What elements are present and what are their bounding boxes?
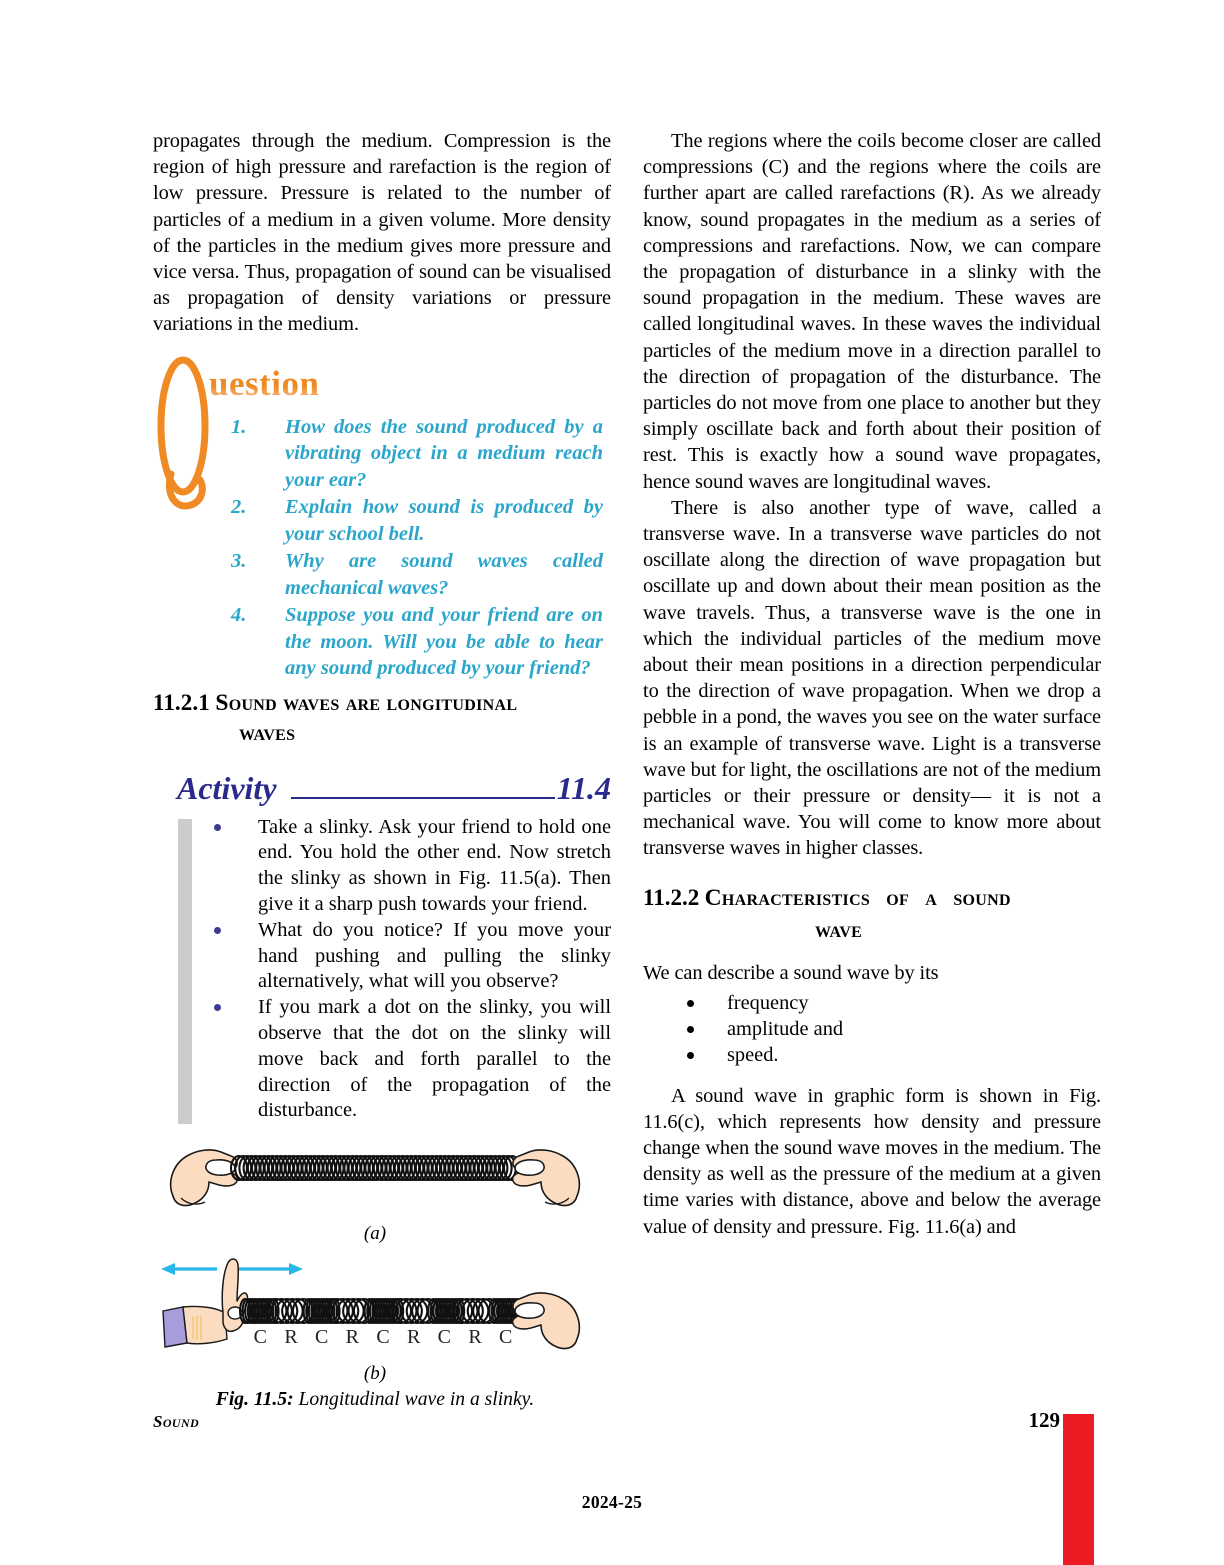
bullet-icon (214, 1004, 221, 1011)
list-item (687, 1016, 1101, 1042)
footer-year: 2024-25 (581, 1492, 643, 1512)
question-number: 4. (231, 604, 247, 627)
decorative-q-letter (155, 356, 217, 512)
slinky-coil-uniform (231, 1156, 520, 1180)
question-number: 2. (231, 496, 247, 519)
question-item (231, 414, 603, 494)
activity-label: Activity (177, 769, 277, 806)
question-item (231, 602, 603, 682)
bullet-icon (214, 927, 221, 934)
question-box (153, 362, 611, 682)
activity-item-text: Take a slinky. Ask your friend to hold one end. You hold the other end. Now stretch the slinky as shown in Fig. 11.5(a). Then give it a sharp push towards your friend. (258, 815, 611, 916)
question-text: Why are sound waves called mechanical waves? (285, 550, 603, 599)
figure-caption-text: Longitudinal wave in a slinky. (298, 1389, 535, 1411)
lead-in-text: We can describe a sound wave by its (643, 961, 939, 984)
activity-heading (153, 770, 611, 807)
bullet-icon (214, 824, 221, 831)
cr-label: R (468, 1326, 482, 1349)
section-title-line1: Characteristics of a sound (704, 884, 1011, 911)
section-title-line2: wave (815, 916, 863, 943)
activity-item (214, 815, 611, 918)
right-column (643, 128, 1101, 1240)
paragraph-propagates: propagates through the medium. Compression is the region of high pressure and rarefaction is the region of low pressure. Pressure is related to the number of particles of a medium in a given volume. More density of the particles in the medium gives more pressure and vice versa. Thus, propagation of sound can be visualised as propagation of density variations or pressure variations in the medium. (153, 130, 611, 336)
question-text: Suppose you and your friend are on the moon. Will you be able to hear any sound produced by your friend? (285, 604, 603, 680)
figure-11-5 (153, 1138, 597, 1411)
question-text: Explain how sound is produced by your school bell. (285, 496, 603, 545)
bullet-icon (687, 1000, 694, 1007)
activity-side-bar (178, 819, 192, 1125)
activity-item-text: If you mark a dot on the slinky, you will observe that the dot on the slinky will move back and forth parallel to the direction of the propagation of the disturbance. (258, 996, 611, 1122)
activity-body (153, 815, 611, 1125)
figure-panel-b-label: (b) (363, 1363, 387, 1385)
question-heading-text: uestion (209, 363, 320, 403)
section-title-line1: Sound waves are longitudinal (215, 689, 518, 716)
activity-item (214, 918, 611, 995)
figure-caption (153, 1389, 597, 1411)
question-list (231, 414, 603, 683)
activity-item-text: What do you notice? If you move your hand pushing and pulling the slinky alternatively, what will you observe? (258, 918, 611, 993)
page-number: 129 (1028, 1408, 1060, 1432)
section-number: 11.2.2 (643, 884, 700, 910)
cr-label: C (499, 1326, 513, 1349)
sound-wave-property-list (643, 990, 1101, 1069)
cr-label: R (345, 1326, 359, 1349)
cr-label: C (437, 1326, 451, 1349)
list-item (687, 990, 1101, 1016)
bullet-icon (687, 1026, 694, 1033)
figure-panel-a-label: (a) (363, 1223, 387, 1245)
slinky-coil-compressed (240, 1299, 525, 1323)
section-number: 11.2.1 (153, 689, 210, 715)
question-text: How does the sound produced by a vibrating object in a medium reach your ear? (285, 415, 603, 491)
paragraph-transverse: There is also another type of wave, called a transverse wave. In a transverse wave particles do not oscillate along the direction of wave propagation but oscillate up and down about their mean position as the wave travels. Thus, a transverse wave is the one in which the individual particles of the medium move about their mean positions in a direction perpendicular to the direction of wave propagation. When we drop a pebble in a pond, the waves you see on the water surface is an example of transverse wave. Light is a transverse wave but for light, the oscillations are not of the medium particles or their pressure or density— it is not a mechanical wave. You will come to know more about transverse waves in higher classes. (643, 496, 1101, 860)
list-item (687, 1042, 1101, 1068)
figure-panel-a (153, 1138, 597, 1216)
cr-label: C (376, 1326, 390, 1349)
list-item-label: amplitude and (727, 1018, 844, 1041)
footer-chapter-label: Sound (153, 1412, 200, 1431)
cr-label: C (315, 1326, 329, 1349)
right-hand-icon (513, 1150, 580, 1206)
right-hand-icon (513, 1293, 580, 1349)
list-item-label: speed. (727, 1044, 779, 1067)
question-number: 1. (231, 415, 247, 438)
figure-panel-b (153, 1251, 597, 1356)
left-column (153, 128, 611, 1411)
activity-number: 11.4 (556, 769, 611, 806)
question-item (231, 548, 603, 601)
list-item-label: frequency (727, 991, 809, 1014)
paragraph-regions: The regions where the coils become closer are called compressions (C) and the regions where the coils are further apart are called rarefactions (R). As we already know, sound propagates in the medium as a series of compressions and rarefactions. Now, we can compare the propagation of disturbance in a slinky with the sound propagation in the medium. These waves are called longitudinal waves. In these waves the individual particles of the medium move in a direction parallel to the direction of propagation of the disturbance. The particles do not move from one place to another but they simply oscillate back and forth about their position of rest. This is exactly how a sound wave propagates, hence sound waves are longitudinal waves. (643, 130, 1101, 493)
section-heading-11-2-1: 11.2.1 Sound waves are longitudinal waves (153, 689, 518, 746)
arm-icon (163, 1259, 248, 1347)
bullet-icon (687, 1052, 694, 1059)
activity-rule (291, 796, 555, 799)
cr-label: R (407, 1326, 421, 1349)
activity-list (181, 815, 611, 1125)
question-item (231, 494, 603, 547)
section-heading-11-2-2 (643, 882, 1101, 946)
cr-label: C (253, 1326, 267, 1349)
paragraph-graphic-form: A sound wave in graphic form is shown in Fig. 11.6(c), which represents how density and pressure change when the sound wave moves in the medium. The density as well as the pressure of the medium at a given time varies with distance, above and below the average value of density and pressure. Fig. 11.6(a) and (643, 1084, 1101, 1238)
page-edge-marker (1063, 1414, 1094, 1565)
cr-label: R (284, 1326, 298, 1349)
question-number: 3. (231, 550, 247, 573)
figure-caption-number: Fig. 11.5: (215, 1389, 294, 1411)
activity-item (214, 995, 611, 1124)
left-hand-icon (171, 1150, 238, 1206)
